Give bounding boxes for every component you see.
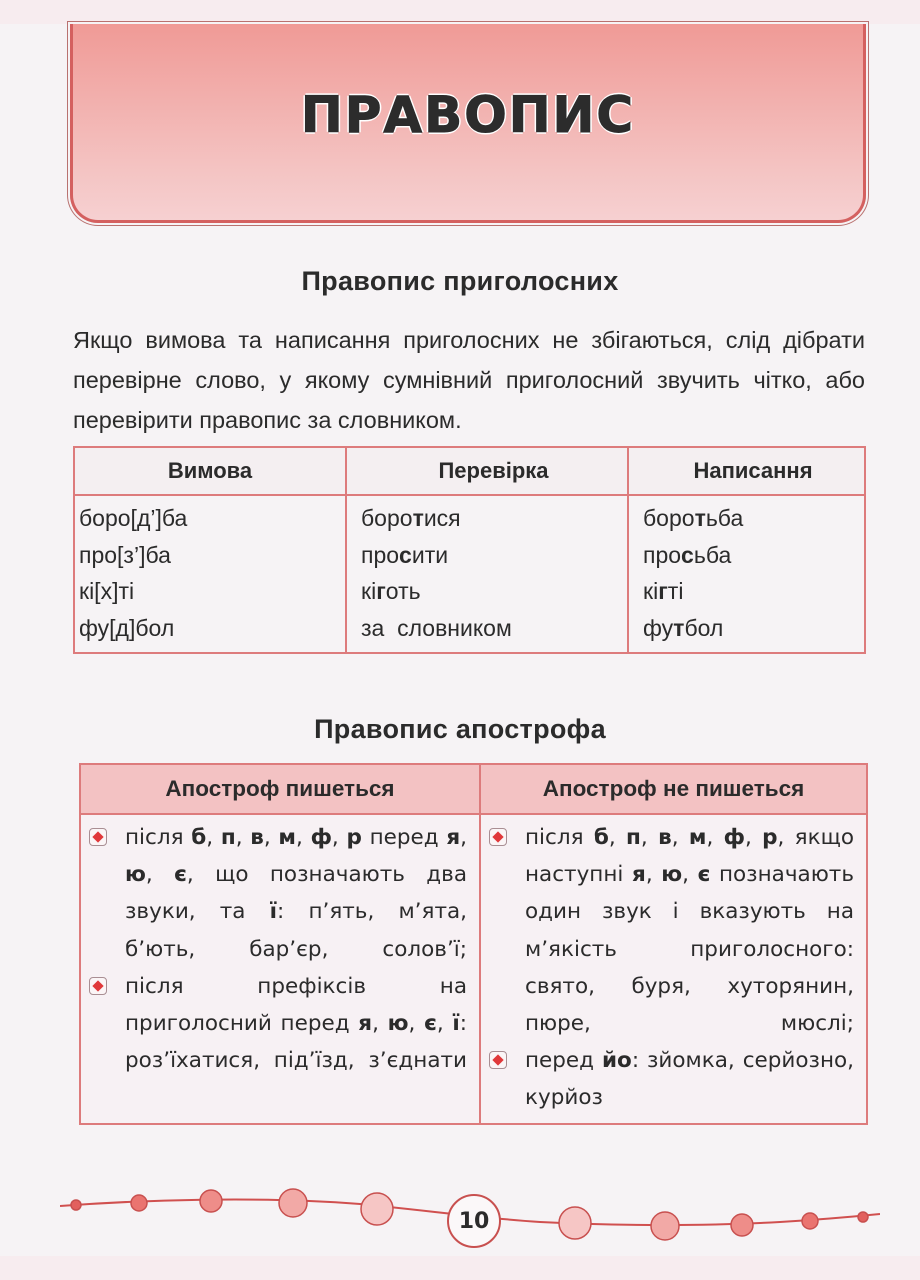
diamond-bullet-icon: [89, 977, 107, 995]
rule-item: [487, 819, 854, 1042]
highlighted-letter: я: [632, 862, 646, 888]
column-header-check: Перевірка: [346, 447, 628, 495]
column-header-not-written: Апостроф не пишеться: [480, 764, 867, 814]
highlighted-letter: п: [220, 825, 236, 850]
highlighted-letter: м: [688, 825, 707, 850]
pronunciation-value: фу[д]бол: [79, 614, 175, 641]
highlighted-letter: м: [278, 825, 296, 850]
rule-item: [487, 1042, 854, 1116]
highlighted-letter: ф: [723, 825, 745, 850]
highlighted-letter: я: [358, 1011, 373, 1037]
rule-item: [87, 968, 467, 1080]
apostrophe-table: [79, 763, 868, 1125]
pronunciation-value: боро[д’]ба: [79, 505, 188, 531]
highlighted-letter: б: [191, 825, 207, 850]
not-written-rules-cell: [480, 814, 867, 1124]
check-word: за словником: [361, 614, 512, 641]
highlighted-letter: в: [658, 825, 672, 850]
highlighted-letter: я: [446, 825, 461, 850]
textbook-page: [0, 24, 920, 1256]
pronunciation-value: кі[х]ті: [79, 578, 135, 604]
section-heading-consonants: Правопис приголосних: [301, 266, 619, 296]
highlighted-letter: ю: [387, 1011, 409, 1037]
consonants-table: [73, 446, 866, 654]
pronunciation-cell: [74, 495, 346, 653]
check-word: боротися: [361, 505, 461, 531]
column-header-spelling: Написання: [628, 447, 865, 495]
consonants-paragraph: Якщо вимова та написання приголосних не збігаються, слід дібрати перевірне слово, у якому сумнівний приголосний звучить чітко, або перевірити правопис за словником.: [73, 327, 865, 433]
highlighted-letter: р: [762, 825, 778, 850]
highlighted-letter: ї: [269, 899, 278, 925]
highlighted-letter: ф: [310, 825, 332, 850]
rule-text: після б, п, в, м, ф, р перед я, ю, є, що позначають два звуки, та ї: п’ять, м’ята, б’ють, бар’єр, солов’ї;: [125, 825, 468, 962]
highlighted-letter: б: [593, 825, 609, 850]
column-header-written: Апостроф пишеться: [80, 764, 480, 814]
column-header-pronunciation: Вимова: [74, 447, 346, 495]
highlighted-letter: р: [346, 825, 362, 850]
pronunciation-value: про[з’]ба: [79, 541, 171, 568]
highlighted-letter: ю: [125, 862, 146, 888]
highlighted-letter: ю: [661, 862, 683, 888]
written-rules-cell: [80, 814, 480, 1124]
table-row: [74, 495, 865, 653]
highlighted-letter: є: [697, 862, 711, 888]
highlighted-letter: ї: [452, 1011, 460, 1037]
rule-text: після префіксів на приголосний перед я, ю, є, ї: роз’їхатися, під’їзд, з’єднати: [125, 973, 468, 1074]
check-cell: [346, 495, 628, 653]
highlighted-letter: є: [174, 862, 187, 888]
section-heading-apostrophe: Правопис апострофа: [314, 714, 606, 744]
rule-text: перед йо: зйомка, серйозно, курйоз: [525, 1048, 854, 1111]
spelling-word: футбол: [643, 614, 724, 641]
rule-text: після б, п, в, м, ф, р, якщо наступні я, ю, є позначають один звук і вказують на м’якість приголосного: свято, буря, хуторянин, пюре, мюслі;: [525, 825, 855, 1037]
spelling-word: просьба: [643, 541, 732, 568]
diamond-bullet-icon: [489, 828, 507, 846]
check-word: просити: [361, 541, 449, 568]
spelling-cell: [628, 495, 865, 653]
highlighted-letter: йо: [601, 1048, 632, 1074]
diamond-bullet-icon: [489, 1051, 507, 1069]
highlighted-letter: є: [424, 1011, 437, 1037]
page-number: 10: [447, 1194, 501, 1248]
rule-item: [87, 819, 467, 968]
table-row: [80, 814, 867, 1124]
highlighted-letter: п: [626, 825, 641, 850]
diamond-bullet-icon: [89, 828, 107, 846]
spelling-word: боротьба: [643, 505, 744, 531]
check-word: кіготь: [361, 578, 421, 604]
spelling-word: кігті: [643, 578, 684, 604]
highlighted-letter: в: [250, 825, 264, 850]
page-title: ПРАВОПИС: [300, 86, 636, 144]
title-banner: [70, 24, 866, 223]
